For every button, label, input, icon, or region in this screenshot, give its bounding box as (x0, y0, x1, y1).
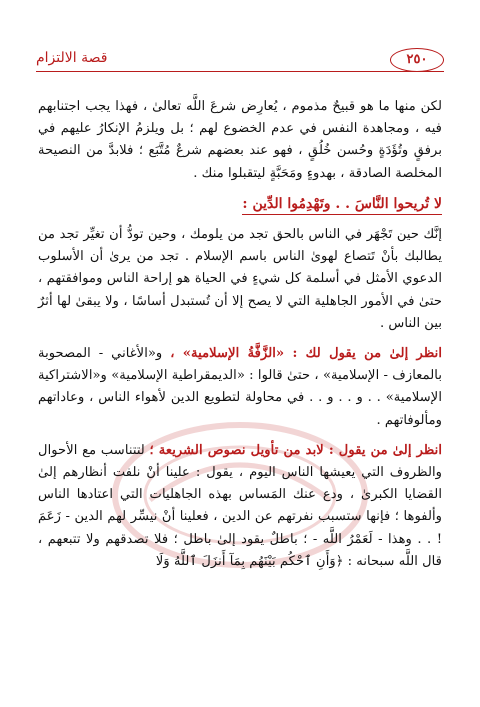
paragraph-3 (38, 343, 442, 432)
paragraph-3-text: و«الأغاني - المصحوبة بالمعازف - الإسلامية» ، حتىٰ قالوا : «الديمقراطية الإسلامية» و«الاشتراكية الإسلامية» . . و . . و . . في محاولة لتطويع الدين لأهواء الناس ، وعاداتهم ومألوفاتهم . (38, 346, 442, 428)
paragraph-4-text: لتتناسب مع الأحوال والظروف التي يعيشها الناس اليوم ، يقول : علينا أنْ نلفت أنظارهم إلىٰ القضايا الكبرىٰ ، ودع عنك المَساس بهذه الجاهليات التي اعتادها الناس وألفوها ؛ فإنها ستسبب نفرتهم عن الدين ، فعلينا أنْ نيسِّر لهم الدين - زَعَمَ ! . . وهذا - لَعَمْرُ اللَّه - ؛ باطلٌ يقود إلىٰ باطل ؛ فلا تصدقهم ولا تتبعهم ، قال اللَّه سبحانه : ﴿وَأَنِ ٱحْكُم بَيْنَهُم بِمَآ أَنزَلَ ٱللَّهُ وَلَا (38, 442, 442, 569)
paragraph-4 (38, 440, 442, 573)
paragraph-1: لكن منها ما هو قبيحٌ مذموم ، يُعارِض شرعَ اللَّه تعالىٰ ، فهذا يجب اجتنابهم فيه ، ومجاهدة النفس في عدم الخضوع لهم ؛ بل ويلزمُ الإنكارُ عليهم في برفقٍ وتُؤَدَةٍ وحُسن خُلُقٍ ، فهو عند بعضهم شرعٌ مُتَّبَع ؛ فلابدَّ من النصيحة المخلصة الصادقة ، بهدوءٍ ومَحَبَّةٍ ليتقبلوا منك . (38, 99, 442, 181)
header-rule (36, 71, 444, 72)
paragraph-4-lead: انظر إلىٰ من يقول : لابد من تأويل نصوص الشريعة ؛ (149, 442, 442, 458)
page-header (36, 42, 444, 78)
page-number: ٢٥٠ (390, 48, 444, 72)
book-title: قصة الالتزام (36, 50, 108, 66)
section-heading: لا تُريحوا النَّاسَ . . وتَهْدِمُوا الدِّين : (242, 196, 442, 215)
paragraph-2: إنَّك حين تَجْهَر في الناس بالحق تجد من يلومك ، وحين تودُّ أن تغيِّر تجد من يطالبك بأنْ تَتصاع لهوىٰ الناس باسم الإسلام . تجد من يرىٰ أن الأسلوب الدعوي الأمثل في أسلمة كل شيءٍ في الحياة هو إراحة الناس وموافقتهم ، حتىٰ في الأمور الجاهلية التي لا يصح إلا أن تُستبدل أساسًا ، ولا يبقىٰ لها أثرٌ بين الناس . (38, 227, 442, 331)
page-body (38, 96, 442, 573)
paragraph-3-lead: انظر إلىٰ من يقول لك : «الزَّفَّةُ الإسلامية» ، (170, 346, 442, 362)
